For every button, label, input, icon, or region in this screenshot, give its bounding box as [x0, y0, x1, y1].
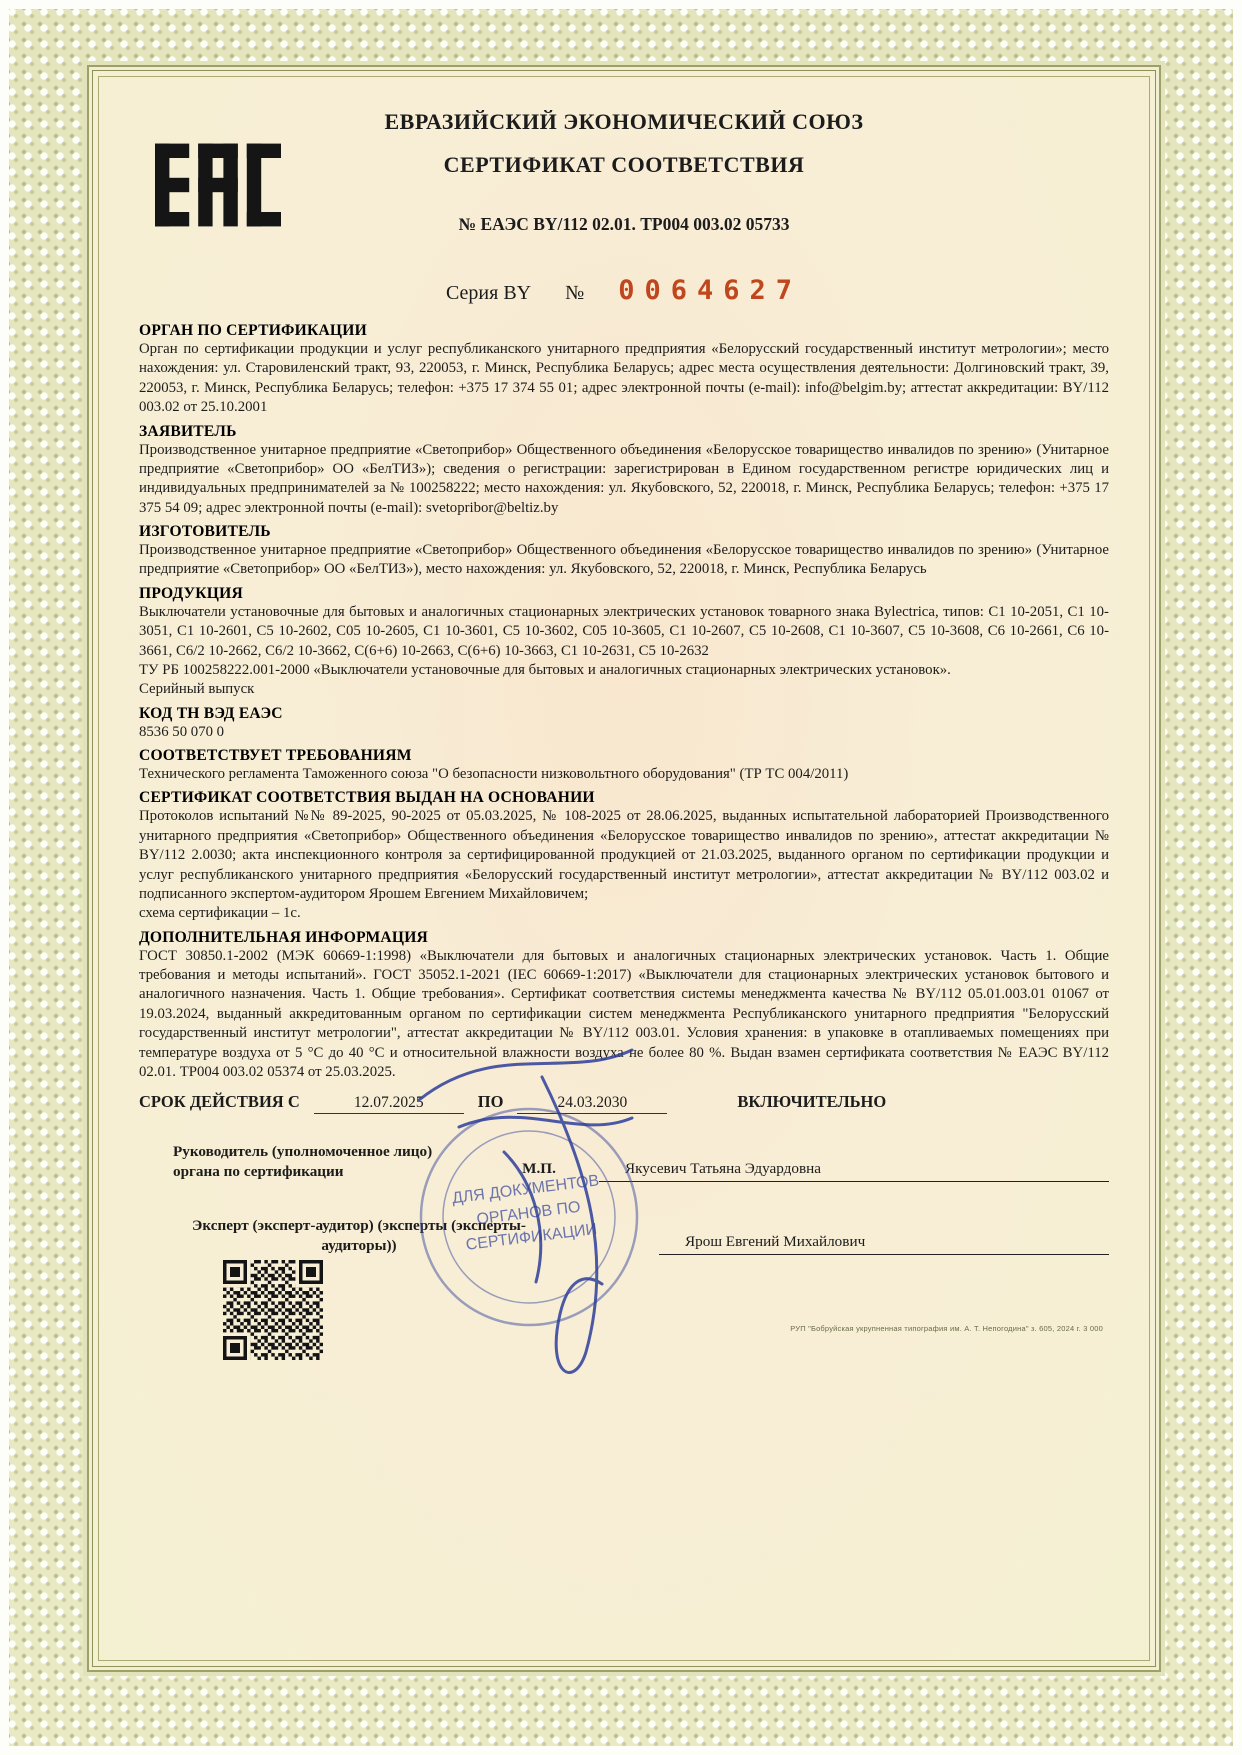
expert-signature-row [139, 1216, 1109, 1256]
section-title: СЕРТИФИКАТ СООТВЕТСТВИЯ ВЫДАН НА ОСНОВАНИИ [139, 789, 595, 807]
certificate-sheet [92, 70, 1156, 1667]
number-sign: № [565, 282, 585, 304]
printer-note: РУП "Бобруйская укрупненная типография им. А. Т. Непогодина" з. 605, 2024 г. 3 000 [790, 1324, 1103, 1334]
section-issue-basis [139, 789, 1109, 923]
section-title: ПРОДУКЦИЯ [139, 584, 243, 602]
section-title: ЗАЯВИТЕЛЬ [139, 422, 237, 440]
section-text: ГОСТ 30850.1-2002 (МЭК 60669-1:1998) «Выключатели для бытовых и аналогичных стационарных электрических установок. Часть 1. Общие требования и методы испытаний». ГОСТ 35052.1-2021 (IEC 60669-1:2017) «Выключатели для стационарных электрических установок бытового и аналогичного назначения. Часть 1. Общие требования». Сертификат соответствия системы менеджмента качества № BY/112 05.01.003.01 01067 от 19.03.2024, выданный аккредитованным органом по сертификации систем менеджмента Республиканского унитарного предприятия "Белорусский государственный институт метрологии", аттестат аккредитации № BY/112 003.01. Условия хранения: в упаковке в отапливаемых помещениях при температуре воздуха от 5 °С до 40 °С и относительной влажности воздуха не более 80 %. Выдан взамен сертификата соответствия № ЕАЭС BY/112 02.01. ТР004 003.02 05374 от 25.03.2025. [139, 947, 1109, 1080]
section-title: СООТВЕТСТВУЕТ ТРЕБОВАНИЯМ [139, 747, 412, 764]
head-role-label: Руководитель (уполномоченное лицо) органа по сертификации [173, 1143, 433, 1180]
validity-date-from: 12.07.2025 [314, 1094, 464, 1114]
section-title: ОРГАН ПО СЕРТИФИКАЦИИ [139, 322, 367, 339]
qr-code [223, 1260, 323, 1360]
series-label: Серия BY [445, 282, 532, 304]
section-production [139, 585, 1109, 700]
section-manufacturer [139, 523, 1109, 580]
validity-inclusive-label: ВКЛЮЧИТЕЛЬНО [737, 1092, 887, 1112]
certificate-content [93, 71, 1155, 1666]
section-additional-info [139, 929, 1109, 1083]
section-title: КОД ТН ВЭД ЕАЭС [139, 704, 283, 722]
blank-number: 0064627 [618, 275, 803, 306]
masthead [139, 95, 1109, 306]
signature-area [139, 1142, 1109, 1392]
validity-date-to: 24.03.2030 [517, 1094, 667, 1114]
stamp-text-line3: СЕРТИФИКАЦИИ [464, 1221, 599, 1255]
section-requirements [139, 747, 1109, 784]
section-text: Технического регламента Таможенного союза "О безопасности низковольтного оборудования" (ТР ТС 004/2011) [139, 766, 849, 782]
section-text: Орган по сертификации продукции и услуг республиканского унитарного предприятия «Белорусский государственный институт метрологии»; место нахождения: ул. Старовиленский тракт, 93, 220053, г. Минск, Республика Беларусь; адрес места осуществления деятельности: Долгиновский тракт, 39, 220053, г. Минск, Республика Беларусь; телефон: +375 17 374 55 01; адрес электронной почты (e-mail): info@belgim.by; аттестат аккредитации: BY/112 003.02 от 25.10.2001 [139, 341, 1109, 416]
eac-logo-icon [155, 137, 281, 233]
expert-role-label: Эксперт (эксперт-аудитор) (эксперты (эксперты-аудиторы)) [192, 1216, 526, 1254]
series-row [139, 275, 1109, 306]
section-title: ДОПОЛНИТЕЛЬНАЯ ИНФОРМАЦИЯ [139, 928, 428, 946]
section-title: ИЗГОТОВИТЕЛЬ [139, 523, 271, 540]
section-text: Протоколов испытаний №№ 89-2025, 90-2025 от 05.03.2025, № 108-2025 от 28.06.2025, выданных испытательной лабораторией Производственного унитарного предприятия «Светоприбор» Общественного объединения «Белорусское товарищество инвалидов по зрению», аттестат аккредитации № BY/112 2.0030; акта инспекционного контроля за сертифицированной продукцией от 21.03.2025, выданного органом по сертификации продукции и услуг республиканского унитарного предприятия «Белорусский государственный институт метрологии», аттестат аккредитации № BY/112 003.02 и подписанного экспертом-аудитором Ярошем Евгением Михайловичем; [139, 808, 1109, 902]
section-text: Производственное унитарное предприятие «Светоприбор» Общественного объединения «Белорусское товарищество инвалидов по зрению» (Унитарное предприятие «Светоприбор» ОО «БелТИЗ»), место нахождения: ул. Якубовского, 52, 220018, г. Минск, Республика Беларусь [139, 542, 1109, 578]
section-applicant [139, 423, 1109, 519]
document-title: СЕРТИФИКАТ СООТВЕТСТВИЯ [443, 152, 805, 177]
section-certification-body [139, 322, 1109, 418]
section-text: Производственное унитарное предприятие «Светоприбор» Общественного объединения «Белорусское товарищество инвалидов по зрению» (Унитарное предприятие «Светоприбор» ОО «БелТИЗ»); сведения о регистрации: зарегистрирован в Едином государственном регистре юридических лиц и индивидуальных предпринимателей за № 100258222; место нахождения: ул. Якубовского, 52, 220018, г. Минск, Республика Беларусь; телефон: +375 17 375 54 09; адрес электронной почты (e-mail): svetopribor@beltiz.by [139, 441, 1109, 516]
stamp-text-line1: ДЛЯ ДОКУМЕНТОВ [451, 1172, 601, 1208]
section-text: Серийный выпуск [139, 681, 255, 698]
tnved-code-value: 8536 50 070 0 [139, 723, 225, 740]
section-text: схема сертификации – 1с. [139, 905, 301, 922]
head-signature-row [139, 1142, 1109, 1182]
expert-name: Ярош Евгений Михайлович [659, 1233, 1109, 1255]
stamp-text-line2: ОРГАНОВ ПО [475, 1198, 582, 1229]
section-tnved-code [139, 705, 1109, 742]
section-text: ТУ РБ 100258222.001-2000 «Выключатели установочные для бытовых и аналогичных стационарных электрических установок». [139, 661, 951, 678]
mp-label: М.П. [522, 1159, 556, 1177]
validity-row [139, 1092, 1109, 1114]
validity-po-label: ПО [477, 1092, 504, 1112]
validity-label: СРОК ДЕЙСТВИЯ С [139, 1092, 300, 1112]
section-text: Выключатели установочные для бытовых и аналогичных стационарных электрических установок товарного знака Bylectrica, типов: С1 10-2051, С1 10-3051, С1 10-2601, С5 10-2602, С05 10-2605, С1 10-3601, С5 10-3602, С05 10-3605, С1 10-2607, С5 10-2608, С1 10-3607, С5 10-3608, С6 10-2661, С6 10-3661, С6/2 10-2662, С6/2 10-3662, С(6+6) 10-2663, С(6+6) 10-3663, С1 10-2631, С5 10-2632 [139, 603, 1109, 659]
union-title: ЕВРАЗИЙСКИЙ ЭКОНОМИЧЕСКИЙ СОЮЗ [384, 109, 864, 134]
certificate-number: № ЕАЭС BY/112 02.01. ТР004 003.02 05733 [458, 214, 790, 234]
head-name: Якусевич Татьяна Эдуардовна [599, 1160, 1109, 1182]
